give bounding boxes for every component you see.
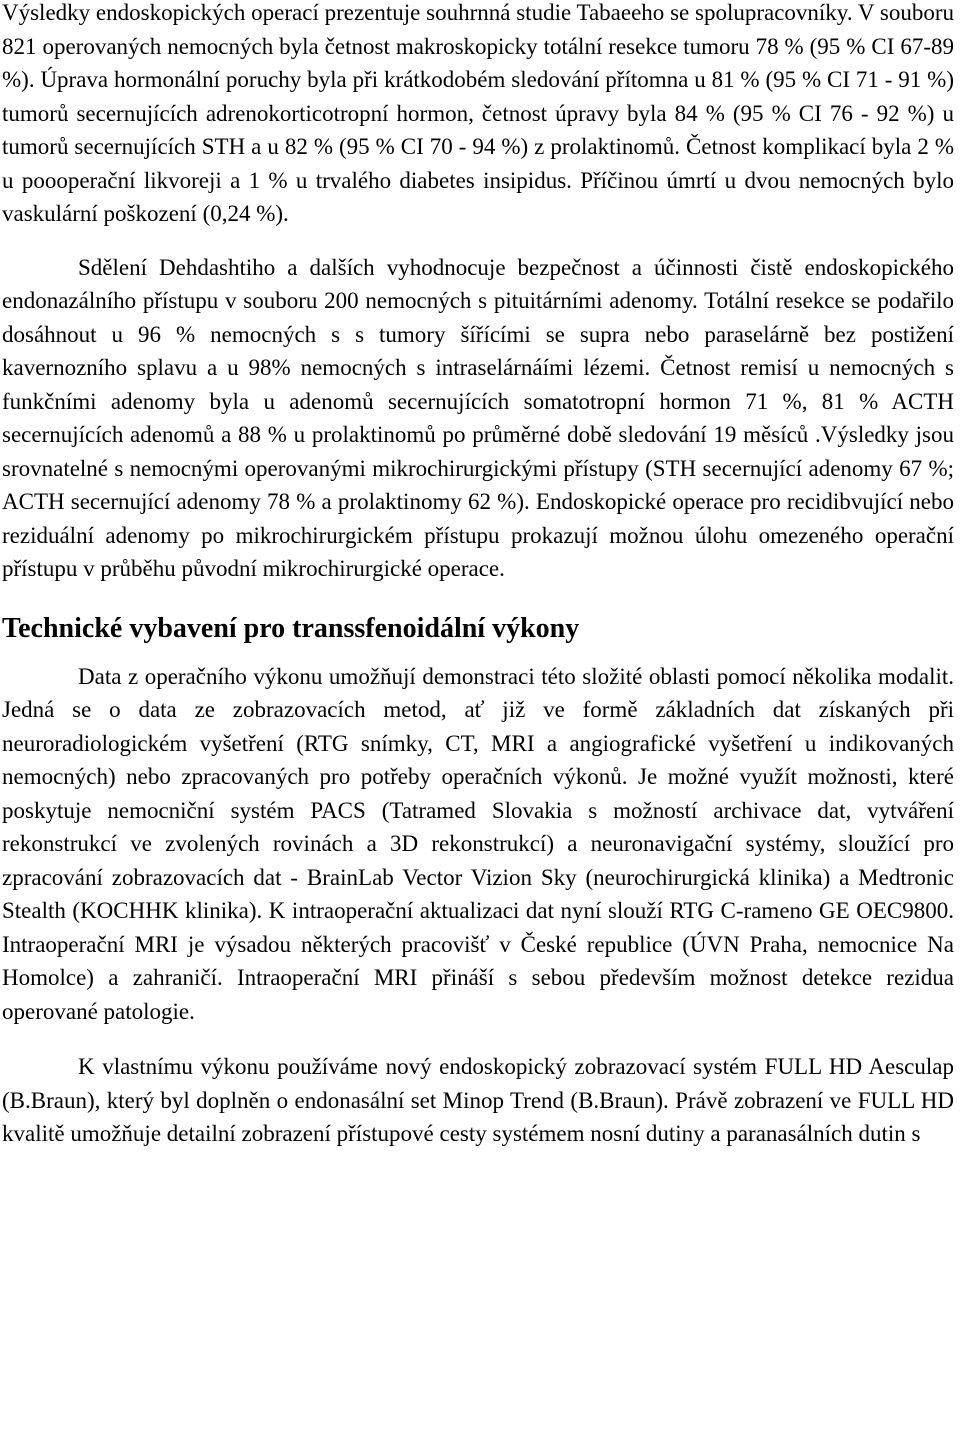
paragraph-tabaee-study: Výsledky endoskopických operací prezentuje souhrnná studie Tabaeeho se spolupracovníky. V souboru 821 operovaných nemocných byla četnost makroskopicky totální resekce tumoru 78 % (95 % CI 67-89 %). Úprava hormonální poruchy byla při krátkodobém sledování přítomna u 81 % (95 % CI 71 - 91 %) tumorů secernujících adrenokorticotropní hormon, četnost úpravy byla 84 % (95 % CI 76 - 92 %) u tumorů secernujících STH a u 82 % (95 % CI 70 - 94 %) z prolaktinomů. Četnost komplikací byla 2 % u poooperační likvoreji a 1 % u trvalého diabetes insipidus. Příčinou úmrtí u dvou nemocných bylo vaskulární poškození (0,24 %). <box>2 0 954 226</box>
document-page <box>2 0 954 1151</box>
paragraph-dehdashti-study: Sdělení Dehdashtiho a dalších vyhodnocuje bezpečnost a účinnosti čistě endoskopického endonazálního přístupu v souboru 200 nemocných s pituitárními adenomy. Totální resekce se podařilo dosáhnout u 96 % nemocných s s tumory šířícími se supra nebo paraselárně bez postižení kavernozního splavu a u 98% nemocných s intraselárnáími lézemi. Četnost remisí u nemocných s funkčními adenomy byla u adenomů secernujících somatotropní hormon 71 %, 81 % ACTH secernujících adenomů a 88 % u prolaktinomů po průměrné době sledování 19 měsíců .Výsledky jsou srovnatelné s nemocnými operovanými mikrochirurgickými přístupy (STH secernující adenomy 67 %; ACTH secernující adenomy 78 % a prolaktinomy 62 %). Endoskopické operace pro recidibvující nebo reziduální adenomy po mikrochirurgickém přístupu prokazují možnou úlohu omezeného operační přístupu v průběhu původní mikrochirurgické operace. <box>2 254 954 581</box>
section-heading: Technické vybavení pro transsfenoidální výkony <box>2 612 580 644</box>
paragraph-endoscopic-system: K vlastnímu výkonu používáme nový endoskopický zobrazovací systém FULL HD Aesculap (B.Braun), který byl doplněn o endonasální set Minop Trend (B.Braun). Právě zobrazení ve FULL HD kvalitě umožňuje detailní zobrazení přístupové cesty systémem nosní dutiny a paranasálních dutin s <box>2 1054 954 1146</box>
paragraph-imaging-data: Data z operačního výkonu umožňují demonstraci této složité oblasti pomocí několika modalit. Jedná se o data ze zobrazovacích metod, ať již ve formě základních dat získaných při neuroradiologickém vyšetření (RTG snímky, CT, MRI a angiografické vyšetření u indikovaných nemocných) nebo zpracovaných pro potřeby operačních výkonů. Je možné využít možnosti, které poskytuje nemocniční systém PACS (Tatramed Slovakia s možností archivace dat, vytváření rekonstrukcí ve zvolených rovinách a 3D rekonstrukcí) a neuronavigační systémy, sloužící pro zpracování zobrazovacích dat - BrainLab Vector Vizion Sky (neurochirurgická klinika) a Medtronic Stealth (KOCHHK klinika). K intraoperační aktualizaci dat nyní slouží RTG C-rameno GE OEC9800. Intraoperační MRI je výsadou některých pracovišť v České republice (ÚVN Praha, nemocnice Na Homolce) a zahraničí. Intraoperační MRI přináší s sebou především možnost detekce rezidua operované patologie. <box>2 663 954 1024</box>
